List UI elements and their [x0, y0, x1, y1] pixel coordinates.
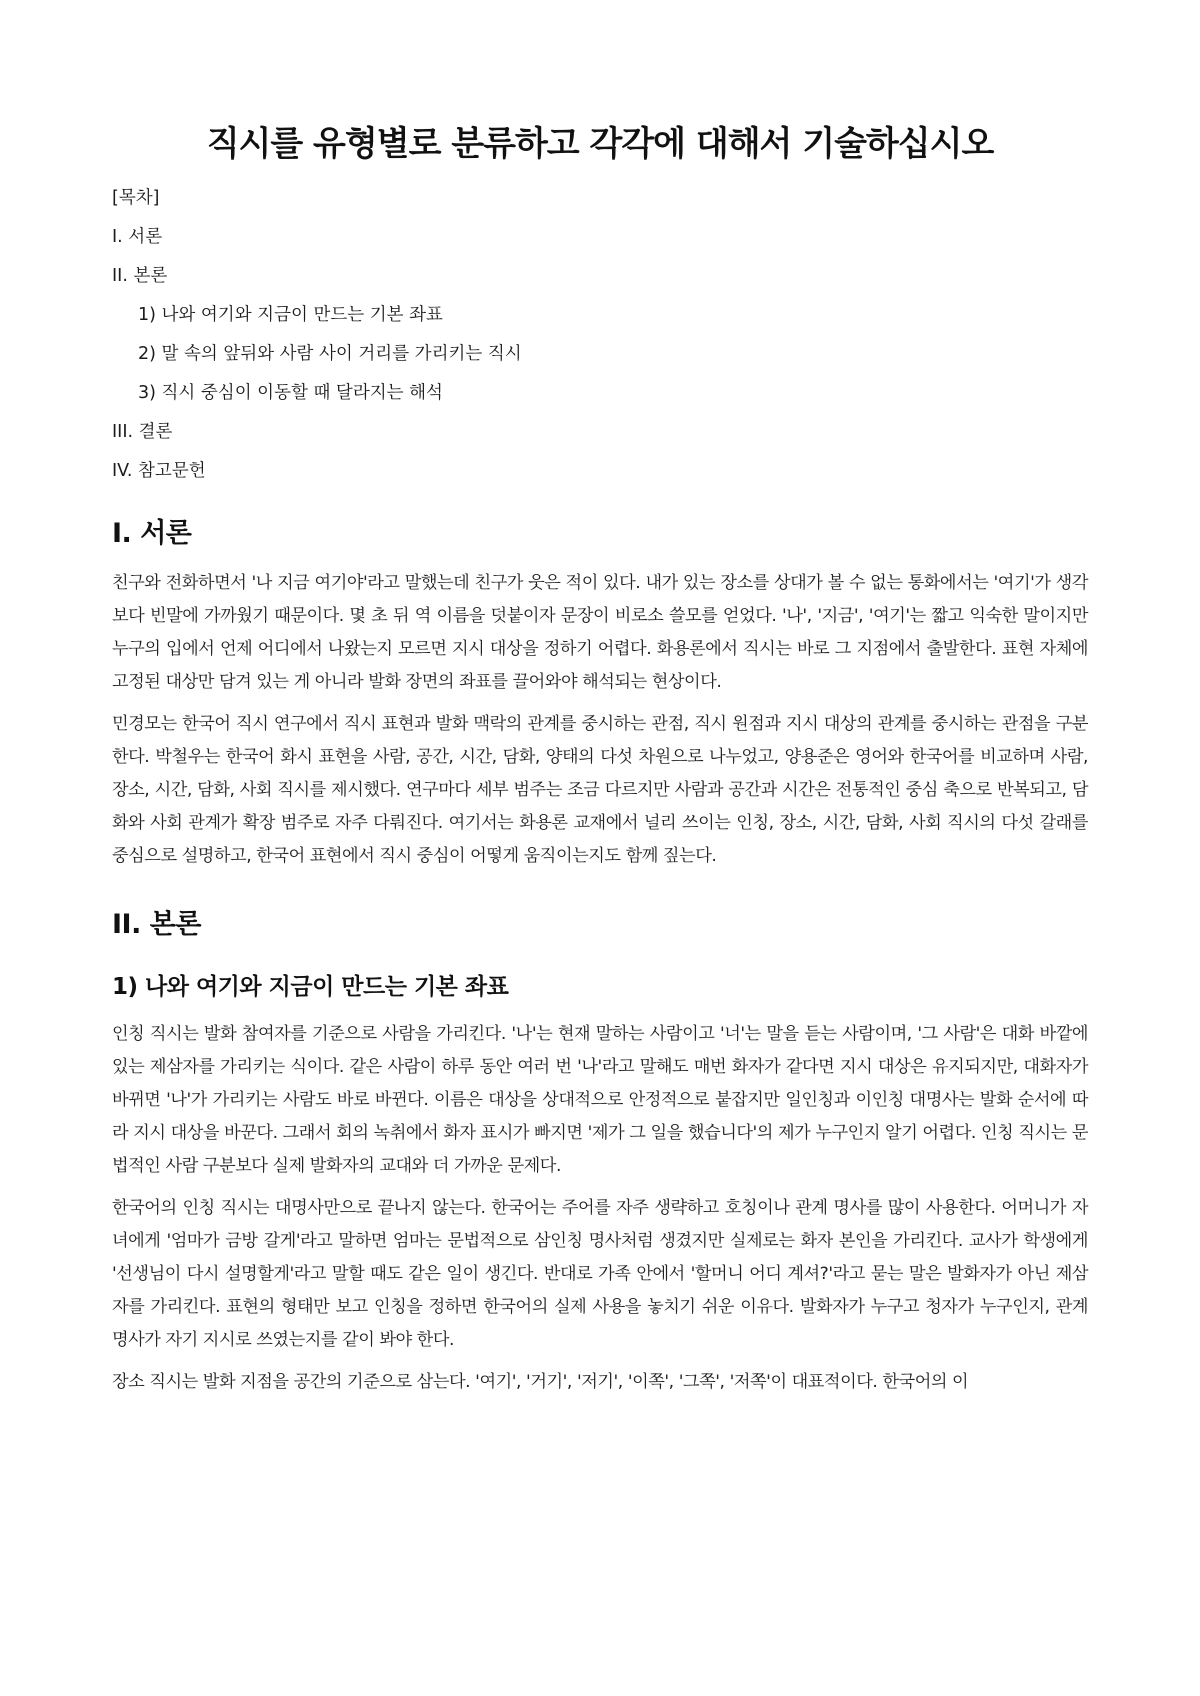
document-page	[112, 0, 1088, 1399]
subsection-1-paragraph-1: 인칭 직시는 발화 참여자를 기준으로 사람을 가리킨다. '나'는 현재 말하는 사람이고 '너'는 말을 듣는 사람이며, '그 사람'은 대화 바깥에 있는 제삼자를 가리키는 식이다. 같은 사람이 하루 동안 여러 번 '나'라고 말해도 매번 화자가 같다면 지시 대상은 유지되지만, 대화자가 바뀌면 '나'가 가리키는 사람도 바로 바뀐다. 이름은 대상을 상대적으로 안정적으로 붙잡지만 일인칭과 이인칭 대명사는 발화 순서에 따라 지시 대상을 바꾼다. 그래서 회의 녹취에서 화자 표시가 빠지면 '제가 그 일을 했습니다'의 제가 누구인지 알기 어렵다. 인칭 직시는 문법적인 사람 구분보다 실제 발화자의 교대와 더 가까운 문제다.	[112, 1024, 1088, 1176]
subsection-1-heading: 1) 나와 여기와 지금이 만드는 기본 좌표	[112, 974, 509, 1000]
document-title: 직시를 유형별로 분류하고 각각에 대해서 기술하십시오	[206, 124, 994, 164]
body-section	[112, 908, 1088, 1399]
intro-paragraph-2: 민경모는 한국어 직시 연구에서 직시 표현과 발화 맥락의 관계를 중시하는 관점, 직시 원점과 지시 대상의 관계를 중시하는 관점을 구분한다. 박철우는 한국어 화시 표현을 사람, 공간, 시간, 담화, 양태의 다섯 차원으로 나누었고, 양용준은 영어와 한국어를 비교하며 사람, 장소, 시간, 담화, 사회 직시를 제시했다. 연구마다 세부 범주는 조금 다르지만 사람과 공간과 시간은 전통적인 중심 축으로 반복되고, 담화와 사회 관계가 확장 범주로 자주 다뤄진다. 여기서는 화용론 교재에서 널리 쓰이는 인칭, 장소, 시간, 담화, 사회 직시의 다섯 갈래를 중심으로 설명하고, 한국어 표현에서 직시 중심이 어떻게 움직이는지도 함께 짚는다.	[112, 714, 1088, 866]
toc-item-conclusion: III. 결론	[112, 422, 173, 442]
toc-item-body-2: 2) 말 속의 앞뒤와 사람 사이 거리를 가리키는 직시	[138, 344, 522, 364]
subsection-1-paragraph-3: 장소 직시는 발화 지점을 공간의 기준으로 삼는다. '여기', '거기', '저기', '이쪽', '그쪽', '저쪽'이 대표적이다. 한국어의 이	[112, 1372, 969, 1392]
intro-heading: I. 서론	[112, 518, 192, 549]
subsection-1-paragraph-2: 한국어의 인칭 직시는 대명사만으로 끝나지 않는다. 한국어는 주어를 자주 생략하고 호칭이나 관계 명사를 많이 사용한다. 어머니가 자녀에게 '엄마가 금방 갈게'라고 말하면 엄마는 문법적으로 삼인칭 명사처럼 생겼지만 실제로는 화자 본인을 가리킨다. 교사가 학생에게 '선생님이 다시 설명할게'라고 말할 때도 같은 일이 생긴다. 반대로 가족 안에서 '할머니 어디 계셔?'라고 묻는 말은 발화자가 아닌 제삼자를 가리킨다. 표현의 형태만 보고 인칭을 정하면 한국어의 실제 사용을 놓치기 쉬운 이유다. 발화자가 누구고 청자가 누구인지, 관계 명사가 자기 지시로 쓰였는지를 같이 봐야 한다.	[112, 1198, 1088, 1350]
toc-item-body: II. 본론	[112, 266, 168, 286]
toc-item-intro: I. 서론	[112, 227, 163, 247]
body-heading: II. 본론	[112, 909, 201, 940]
intro-section	[112, 517, 1088, 873]
toc-item-body-3: 3) 직시 중심이 이동할 때 달라지는 해석	[138, 383, 443, 403]
toc-item-references: IV. 참고문헌	[112, 461, 206, 481]
toc-item-body-1: 1) 나와 여기와 지금이 만드는 기본 좌표	[138, 305, 443, 325]
toc-label: [목차]	[112, 188, 160, 208]
table-of-contents	[112, 188, 1088, 482]
intro-paragraph-1: 친구와 전화하면서 '나 지금 여기야'라고 말했는데 친구가 웃은 적이 있다. 내가 있는 장소를 상대가 볼 수 없는 통화에서는 '여기'가 생각보다 빈말에 가까웠기 때문이다. 몇 초 뒤 역 이름을 덧붙이자 문장이 비로소 쓸모를 얻었다. '나', '지금', '여기'는 짧고 익숙한 말이지만 누구의 입에서 언제 어디에서 나왔는지 모르면 지시 대상을 정하기 어렵다. 화용론에서 직시는 바로 그 지점에서 출발한다. 표현 자체에 고정된 대상만 담겨 있는 게 아니라 발화 장면의 좌표를 끌어와야 해석되는 현상이다.	[112, 573, 1088, 692]
